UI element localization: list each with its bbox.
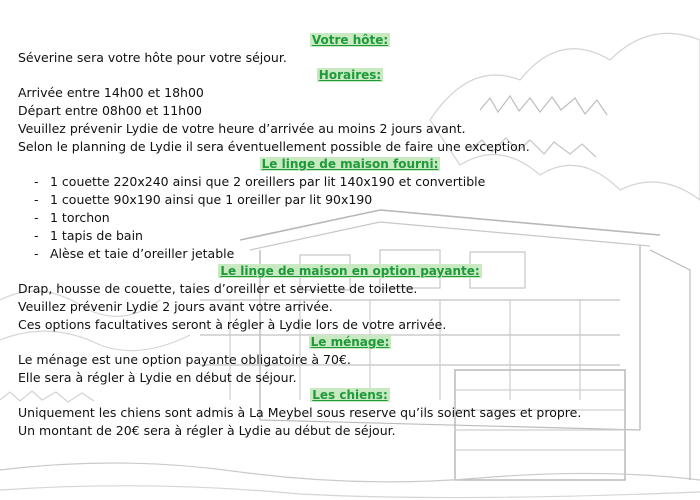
bullet-dash: - xyxy=(34,246,39,261)
section-heading-chiens: Les chiens: xyxy=(312,388,388,402)
list-item: - 1 tapis de bain xyxy=(34,228,143,243)
text-line: Veuillez prévenir Lydie de votre heure d’arrivée au moins 2 jours avant. xyxy=(18,121,466,136)
section-heading-menage: Le ménage: xyxy=(310,335,390,349)
bullet-dash: - xyxy=(34,174,39,189)
text-line: Selon le planning de Lydie il sera éventuellement possible de faire une exception. xyxy=(18,139,530,154)
text-line: Séverine sera votre hôte pour votre séjour. xyxy=(18,50,287,65)
text-line: Arrivée entre 14h00 et 18h00 xyxy=(18,85,204,100)
section-heading-horaires: Horaires: xyxy=(318,68,382,82)
bullet-dash: - xyxy=(34,192,39,207)
list-item: - 1 couette 90x190 ainsi que 1 oreiller par lit 90x190 xyxy=(34,192,373,207)
text-line: Départ entre 08h00 et 11h00 xyxy=(18,103,202,118)
text-line: Le ménage est une option payante obligatoire à 70€. xyxy=(18,352,351,367)
list-item: - 1 torchon xyxy=(34,210,110,225)
text-line: Ces options facultatives seront à régler à Lydie lors de votre arrivée. xyxy=(18,317,447,332)
section-heading-linge-fourni: Le linge de maison fourni: xyxy=(261,157,439,171)
bullet-dash: - xyxy=(34,228,39,243)
text-line: Drap, housse de couette, taies d’oreiller et serviette de toilette. xyxy=(18,281,418,296)
text-line: Veuillez prévenir Lydie 2 jours avant votre arrivée. xyxy=(18,299,333,314)
linge-fourni-list xyxy=(0,173,700,263)
text-line: Elle sera à régler à Lydie en début de séjour. xyxy=(18,370,297,385)
document-body xyxy=(0,32,700,440)
section-heading-hote: Votre hôte: xyxy=(311,33,389,47)
text-line: Uniquement les chiens sont admis à La Meybel sous reserve qu’ils soient sages et propre. xyxy=(18,405,582,420)
text-line: Un montant de 20€ sera à régler à Lydie au début de séjour. xyxy=(18,423,396,438)
list-item: - 1 couette 220x240 ainsi que 2 oreillers par lit 140x190 et convertible xyxy=(34,174,486,189)
bullet-dash: - xyxy=(34,210,39,225)
section-heading-linge-option: Le linge de maison en option payante: xyxy=(220,264,480,278)
list-item: - Alèse et taie d’oreiller jetable xyxy=(34,246,235,261)
